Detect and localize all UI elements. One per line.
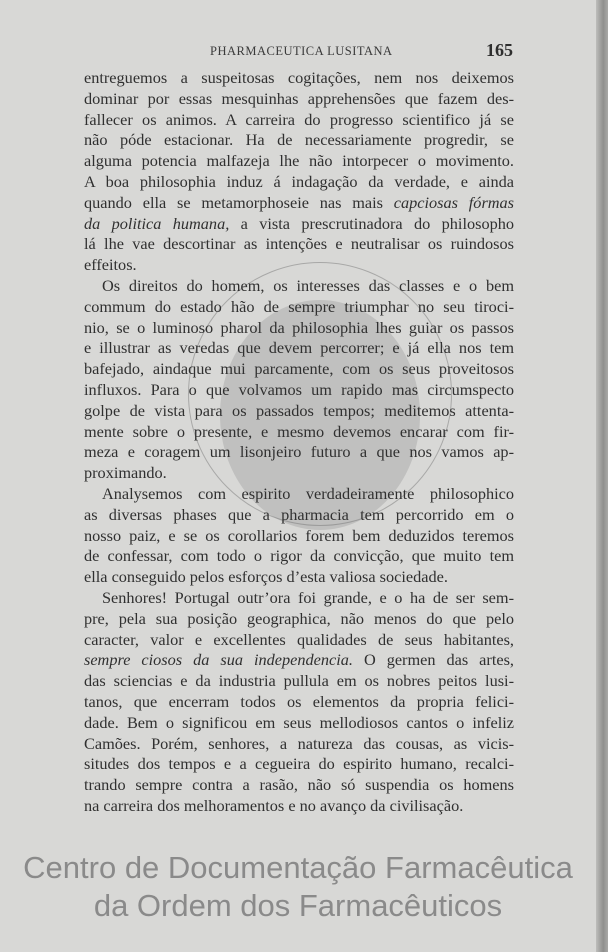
text-line: situdes dos tempos e a cegueira do espirito humano, recalci- — [84, 754, 514, 774]
text-segment: O germen das artes, — [352, 650, 514, 670]
text-line — [84, 193, 514, 214]
text-line: effeitos. — [84, 255, 137, 275]
text-line: não póde estacionar. Ha de necessariamente progredir, se — [84, 130, 514, 150]
text-line — [84, 650, 514, 671]
text-line: mente sobre o presente, e mesmo devemos encarar com fir- — [84, 421, 514, 441]
text-line: dade. Bem o significou em seus mellodiosos cantos o infeliz — [84, 712, 514, 732]
text-line: nosso paiz, e se os corollarios forem bem deduzidos teremos — [84, 525, 514, 545]
text-line: commum do estado hão de sempre triumphar no seu tiroci- — [84, 296, 514, 316]
text-line: Analysemos com espirito verdadeiramente philosophico — [102, 483, 514, 503]
text-line: fallecer os animos. A carreira do progresso scientifico já se — [84, 109, 514, 129]
text-line: tanos, que encerram todos os elementos da propria felici- — [84, 691, 514, 711]
text-line: as diversas phases que a pharmacia tem percorrido em o — [84, 504, 514, 524]
text-line: das sciencias e da industria pullula em os nobres peitos lusi- — [84, 671, 514, 691]
text-line: Camões. Porém, senhores, a natureza das cousas, as vicis- — [84, 733, 514, 753]
paragraph — [84, 68, 514, 276]
text-line: trando sempre contra a rasão, não só suspendia os homens — [84, 775, 514, 795]
text-line: dominar por essas mesquinhas apprehensões que fazem des- — [84, 88, 514, 108]
text-line: pre, pela sua posição geographica, não menos do que pelo — [84, 608, 514, 628]
paragraph — [84, 588, 514, 817]
text-line: ella conseguido pelos esforços d’esta valiosa sociedade. — [84, 567, 448, 587]
paragraph — [84, 276, 514, 484]
text-line: meza e coragem um lisonjeiro futuro a que nos vamos ap- — [84, 442, 514, 462]
text-line: proximando. — [84, 463, 167, 483]
page-edge — [596, 0, 608, 952]
text-line: caracter, valor e excellentes qualidades de seus habitantes, — [84, 629, 514, 649]
text-line: lá lhe vae descortinar as intenções e neutralisar os ruindosos — [84, 234, 514, 254]
page-number: 165 — [486, 40, 513, 60]
watermark-line-2: da Ordem dos Farmacêuticos — [93, 888, 503, 923]
text-segment: quando ella se metamorphoseie nas mais — [84, 192, 394, 212]
text-line: A boa philosophia induz á indagação da verdade, e ainda — [84, 171, 514, 191]
watermark-line-1: Centro de Documentação Farmacêutica — [23, 850, 573, 885]
text-line: influxos. Para o que volvamos um rapido mas circumspecto — [84, 379, 514, 399]
running-title: PHARMACEUTICA LUSITANA — [210, 44, 393, 58]
text-line — [84, 214, 514, 235]
text-line: entreguemos a suspeitosas cogitações, nem nos deixemos — [84, 68, 514, 87]
text-line: nio, se o luminoso pharol da philosophia lhes guiar os passos — [84, 317, 514, 337]
body-text — [84, 68, 514, 817]
text-line: Os direitos do homem, os interesses das classes e o bem — [102, 275, 514, 295]
italic-text: da politica humana, — [84, 213, 230, 233]
text-line: bafejado, aindaque mui parcamente, com os seus proveitosos — [84, 359, 514, 379]
text-line: e illustrar as veredas que devem percorrer; e já ella nos tem — [84, 338, 514, 358]
paragraph — [84, 484, 514, 588]
text-segment: a vista prescrutinadora do philosopho — [229, 213, 515, 233]
text-line: de confessar, com todo o rigor da convicção, que muito tem — [84, 546, 514, 566]
text-line: Senhores! Portugal outr’ora foi grande, e o ha de ser sem- — [102, 587, 514, 607]
text-line: na carreira dos melhoramentos e no avanço da civilisação. — [84, 795, 464, 815]
italic-text: sempre ciosos da sua independencia. — [84, 650, 353, 670]
text-line: golpe de vista para os passados tempos; meditemos attenta- — [84, 400, 514, 420]
text-line: alguma potencia malfazeja lhe não intorpecer o movimento. — [84, 151, 514, 171]
italic-text: capciosas fórmas — [393, 192, 515, 212]
